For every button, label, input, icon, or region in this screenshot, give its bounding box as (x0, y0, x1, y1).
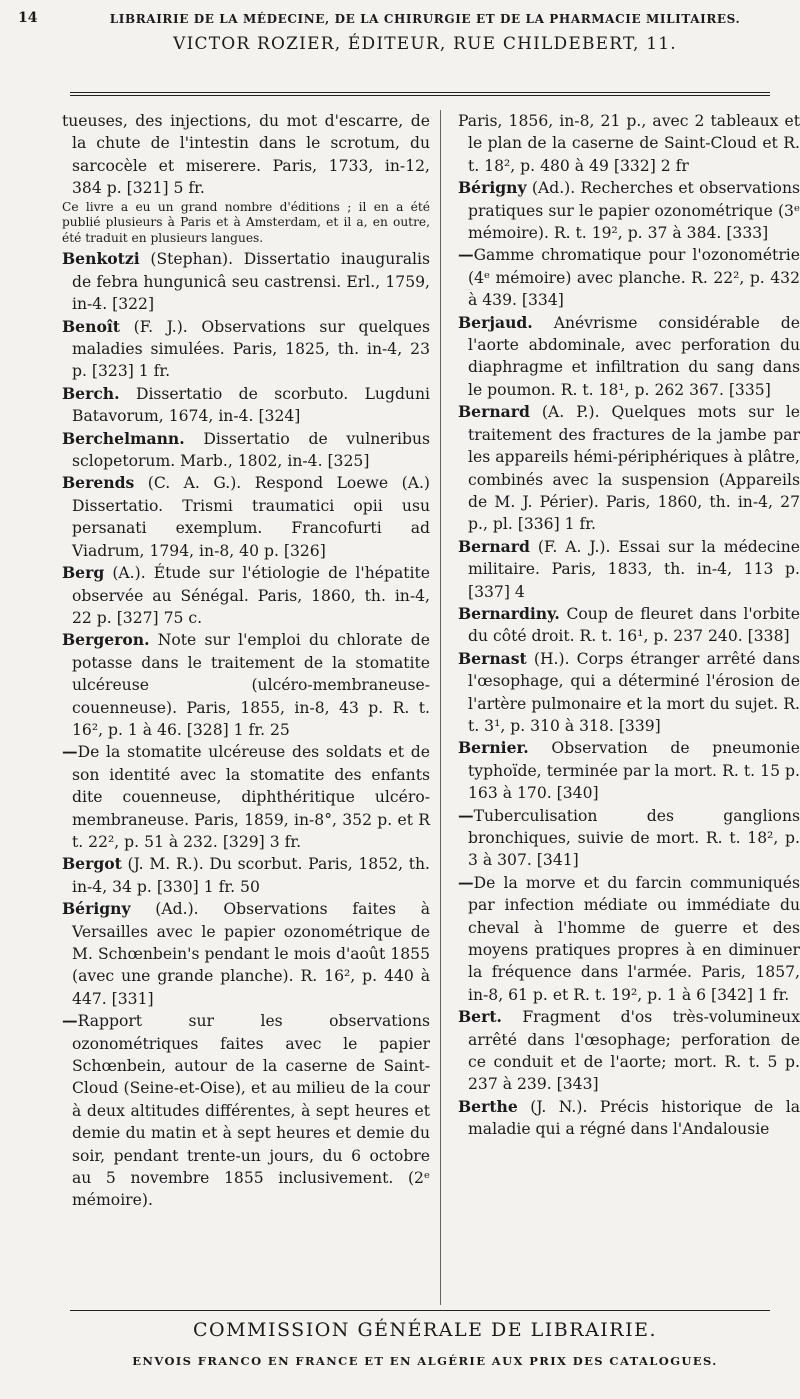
footer-commission: COMMISSION GÉNÉRALE DE LIBRAIRIE. (192, 1319, 658, 1341)
entry-author: Bérigny (62, 899, 131, 919)
entry-author: Bernier. (458, 738, 529, 758)
catalog-entry (62, 741, 430, 853)
entry-author: Bernard (458, 402, 530, 422)
catalog-entry (62, 629, 430, 741)
catalog-note: Ce livre a eu un grand nombre d'éditions ; il en a été publié plusieurs à Paris et à Amsterdam, et il a, en outre, été traduit en plusieurs langues. (62, 199, 430, 245)
entry-author: Berthe (458, 1096, 518, 1116)
entry-body: Anévrisme considérable de l'aorte abdominale, avec perforation du diaphragme et infiltration du sang dans le poumon. R. t. 18¹, p. 262 367. [335] (468, 313, 800, 399)
entry-author: Bernardiny. (458, 603, 560, 623)
entry-author: Bergot (62, 854, 122, 874)
entry-body: Coup de fleuret dans l'orbite du côté droit. R. t. 16¹, p. 237 240. [338] (468, 604, 800, 646)
catalog-entry (62, 472, 430, 562)
entry-author: Bernast (458, 648, 527, 668)
entry-author: — (458, 805, 474, 825)
entry-author: Berchelmann. (62, 428, 185, 448)
entry-body: (A.). Étude sur l'étiologie de l'hépatite observée au Sénégal. Paris, 1860, th. in-4, 22 p. [327] 75 c. (72, 564, 430, 627)
publisher-line: LIBRAIRIE DE LA MÉDECINE, DE LA CHIRURGIE ET DE LA PHARMACIE MILITAIRES. (109, 12, 741, 26)
entry-author: — (458, 245, 474, 265)
header-rule (70, 92, 770, 93)
catalog-entry (62, 1010, 430, 1212)
entry-author: Bert. (458, 1007, 502, 1027)
entry-body: Rapport sur les observations ozonométriques faites avec le papier Schœnbein, autour de la caserne de Saint-Cloud (Seine-et-Oise), et au milieu de la cour à deux altitudes différentes, à sept heures et demie du matin et à sept heures et demie du soir, pendant trente-un jours, du 6 octobre au 5 novembre 1855 inclusivement. (2ᵉ mémoire). (72, 1012, 430, 1210)
entry-body: Note sur l'emploi du chlorate de potasse dans le traitement de la stomatite ulcéreuse (ulcéro-membraneuse-couenneuse). Paris, 1855, in-8, 43 p. R. t. 16², p. 1 à 46. [328] 1 fr. 25 (72, 631, 430, 739)
entry-author: Bernard (458, 536, 530, 556)
catalog-entry (62, 898, 430, 1010)
editor-line: VICTOR ROZIER, ÉDITEUR, RUE CHILDEBERT, 11. (173, 34, 677, 54)
catalog-entry (458, 536, 800, 603)
entry-body: (J. N.). Précis historique de la maladie qui a régné dans l'Andalousie (468, 1097, 800, 1139)
footer-rule (70, 1310, 770, 1311)
entry-body: Dissertatio de vulneribus sclopetorum. Marb., 1802, in-4. [325] (72, 429, 430, 471)
catalog-entry (458, 805, 800, 872)
catalog-entry (458, 737, 800, 804)
entry-body: Observation de pneumonie typhoïde, terminée par la mort. R. t. 15 p. 163 à 170. [340] (468, 739, 800, 803)
entry-author: Berjaud. (458, 312, 533, 332)
catalog-entry (62, 853, 430, 898)
entry-author: Benoît (62, 316, 120, 336)
entry-body: (H.). Corps étranger arrêté dans l'œsophage, qui a déterminé l'érosion de l'artère pulmonaire et la mort du sujet. R. t. 3¹, p. 310 à 318. [339] (468, 649, 800, 735)
entry-body: (A. P.). Quelques mots sur le traitement des fractures de la jambe par les appareils hémi-périphériques à plâtre, combinés avec la suspension (Appareils de M. J. Périer). Paris, 1860, th. in-4, 27 p., pl. [336] 1 fr. (468, 403, 800, 534)
right-column (458, 110, 800, 1141)
header-rule-thin (70, 95, 770, 96)
entry-author: — (458, 872, 474, 892)
catalog-entry (62, 316, 430, 383)
catalog-entry (458, 177, 800, 244)
catalog-entry (458, 1096, 800, 1141)
catalog-entry (458, 110, 800, 177)
footer-shipping: ENVOIS FRANCO EN FRANCE ET EN ALGÉRIE AUX PRIX DES CATALOGUES. (132, 1354, 718, 1368)
entry-body: (C. A. G.). Respond Loewe (A.) Dissertatio. Trismi traumatici opii usu persanati exemplum. Francofurti ad Viadrum, 1794, in-8, 40 p. [326] (72, 474, 430, 560)
catalog-entry (62, 428, 430, 473)
left-column (62, 110, 430, 1212)
catalog-entry (458, 872, 800, 1006)
catalog-entry (458, 648, 800, 738)
entry-body: Gamme chromatique pour l'ozonométrie (4ᵉ mémoire) avec planche. R. 22², p. 432 à 439. [334] (468, 246, 800, 310)
entry-body: Tuberculisation des ganglions bronchiques, suivie de mort. R. t. 18², p. 3 à 307. [341] (468, 806, 800, 870)
catalog-entry (62, 383, 430, 428)
entry-body: Fragment d'os très-volumineux arrêté dans l'œsophage; perforation de ce conduit et de l'aorte; mort. R. t. 5 p. 237 à 239. [343] (468, 1008, 800, 1094)
page-number: 14 (18, 10, 38, 26)
entry-author: Berends (62, 473, 135, 493)
entry-body: tueuses, des injections, du mot d'escarre, de la chute de l'intestin dans le scrotum, du sarcocèle et miserere. Paris, 1733, in-12, 384 p. [321] 5 fr. (62, 112, 430, 198)
entry-body: De la stomatite ulcéreuse des soldats et de son identité avec la stomatite des enfants dite couenneuse, diphthéritique ulcéro-membraneuse. Paris, 1859, in-8°, 352 p. et R t. 22², p. 51 à 232. [329] 3 fr. (72, 743, 430, 851)
column-divider (440, 110, 441, 1305)
entry-body: Dissertatio de scorbuto. Lugduni Batavorum, 1674, in-4. [324] (72, 384, 430, 426)
catalog-entry (458, 312, 800, 402)
entry-body: (F. J.). Observations sur quelques maladies simulées. Paris, 1825, th. in-4, 23 p. [323] 1 fr. (72, 317, 430, 381)
entry-author: Berg (62, 563, 105, 583)
entry-body: Paris, 1856, in-8, 21 p., avec 2 tableaux et le plan de la caserne de Saint-Cloud et R. t. 18², p. 480 à 49 [332] 2 fr (458, 112, 800, 175)
entry-author: — (62, 742, 78, 762)
entry-body: (J. M. R.). Du scorbut. Paris, 1852, th. in-4, 34 p. [330] 1 fr. 50 (72, 855, 430, 896)
entry-author: Bérigny (458, 178, 527, 198)
catalog-entry (62, 562, 430, 629)
entry-body: De la morve et du farcin communiqués par infection médiate ou immédiate du cheval à l'homme de guerre et des moyens pratiques propres à en diminuer la fréquence dans l'armée. Paris, 1857, in-8, 61 p. et R. t. 19², p. 1 à 6 [342] 1 fr. (468, 873, 800, 1004)
entry-body: (Stephan). Dissertatio inauguralis de febra hungunicâ seu castrensi. Erl., 1759, in-4. [322] (72, 250, 430, 314)
catalog-entry (458, 244, 800, 311)
entry-author: Benkotzi (62, 249, 140, 269)
entry-body: (F. A. J.). Essai sur la médecine militaire. Paris, 1833, th. in-4, 113 p. [337] 4 (468, 537, 800, 601)
entry-body: (Ad.). Recherches et observations pratiques sur le papier ozonométrique (3ᵉ mémoire). R. t. 19², p. 37 à 384. [333] (468, 179, 800, 243)
catalog-entry (458, 401, 800, 535)
catalog-entry (62, 110, 430, 200)
entry-body: (Ad.). Observations faites à Versailles avec le papier ozonométrique de M. Schœnbein's pendant le mois d'août 1855 (avec une grande planche). R. 16², p. 440 à 447. [331] (72, 900, 430, 1008)
entry-author: Bergeron. (62, 630, 150, 650)
catalog-entry (458, 1006, 800, 1096)
catalog-entry (62, 248, 430, 315)
entry-author: — (62, 1011, 78, 1031)
entry-author: Berch. (62, 383, 120, 403)
catalog-entry (458, 603, 800, 648)
